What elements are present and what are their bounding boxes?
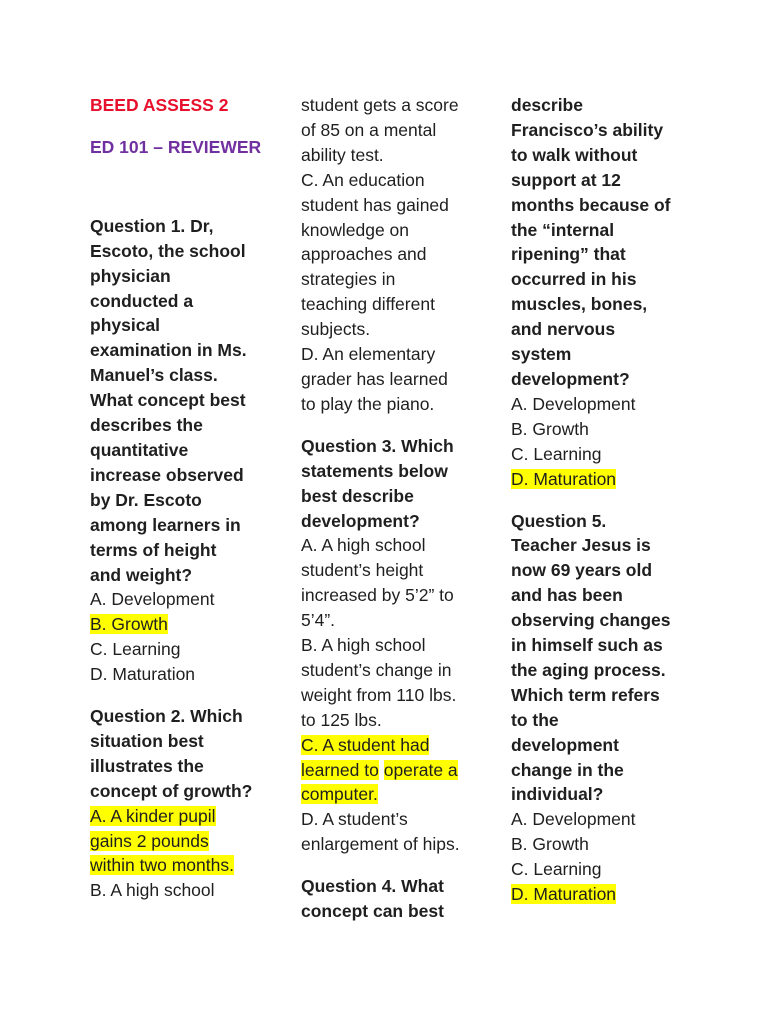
question-text-line: Manuel’s class. bbox=[90, 365, 218, 386]
question-text-line: statements below bbox=[301, 460, 448, 481]
question-5 bbox=[511, 509, 701, 908]
choice-a-highlighted bbox=[90, 804, 270, 829]
question-text-line: the aging process. bbox=[511, 659, 666, 680]
question-text-line: development? bbox=[301, 510, 420, 531]
question-text-line: individual? bbox=[511, 784, 604, 805]
question-text-line: conducted a bbox=[90, 290, 194, 311]
question-text-line: to the bbox=[511, 709, 559, 730]
choice-c-highlighted bbox=[301, 758, 481, 783]
choice-d-highlighted bbox=[511, 882, 701, 907]
highlight: within two months. bbox=[90, 855, 234, 876]
choice-b-highlighted bbox=[90, 612, 270, 637]
choice-a: A. Development bbox=[511, 393, 636, 414]
question-4 bbox=[301, 874, 481, 924]
question-text-line: concept of growth? bbox=[90, 780, 253, 801]
question-text-line: now 69 years old bbox=[511, 560, 653, 581]
choice-d-highlighted bbox=[511, 467, 701, 492]
question-2 bbox=[90, 704, 270, 903]
question-text-line: Question 2. Which bbox=[90, 706, 243, 727]
question-text-line: terms of height bbox=[90, 539, 217, 560]
question-text-line: Francisco’s ability bbox=[511, 119, 664, 140]
question-text-line: and nervous bbox=[511, 319, 616, 340]
choice-a: A. Development bbox=[511, 809, 636, 830]
choice-text-line: approaches and bbox=[301, 244, 427, 265]
question-text-line: describes the bbox=[90, 415, 203, 436]
choice-b: B. A high school bbox=[90, 880, 215, 901]
question-text-line: and has been bbox=[511, 585, 623, 606]
question-text-line: ripening” that bbox=[511, 244, 626, 265]
question-text-line: increase observed bbox=[90, 464, 244, 485]
highlight: D. Maturation bbox=[511, 884, 617, 905]
question-3 bbox=[301, 434, 481, 857]
column-2 bbox=[301, 93, 481, 924]
question-text-line: Teacher Jesus is bbox=[511, 535, 651, 556]
choice-c: C. Learning bbox=[90, 639, 181, 660]
question-text-line: physician bbox=[90, 265, 171, 286]
choice-text-line: 5’4”. bbox=[301, 610, 336, 631]
question-4-continued bbox=[511, 93, 701, 492]
question-text-line: situation best bbox=[90, 730, 204, 751]
question-text-line: Escoto, the school bbox=[90, 240, 246, 261]
choice-text-line: B. A high school bbox=[301, 635, 426, 656]
choice-text-line: increased by 5’2” to bbox=[301, 585, 454, 606]
choice-text-line: enlargement of hips. bbox=[301, 834, 460, 855]
question-text-line: Question 4. What bbox=[301, 876, 444, 897]
choice-text-line: D. A student’s bbox=[301, 809, 408, 830]
question-text-line: months because of bbox=[511, 194, 671, 215]
question-text-line: illustrates the bbox=[90, 755, 204, 776]
choice-text-line: student’s height bbox=[301, 560, 424, 581]
column-1 bbox=[90, 93, 270, 903]
choice-c-highlighted bbox=[301, 782, 481, 807]
choice-c: C. Learning bbox=[511, 859, 602, 880]
question-text-line: system bbox=[511, 344, 572, 365]
choice-text-line: D. An elementary bbox=[301, 344, 436, 365]
choice-c-highlighted bbox=[301, 733, 481, 758]
question-text-line: examination in Ms. bbox=[90, 340, 247, 361]
question-text-line: Question 5. bbox=[511, 510, 607, 531]
choice-b: B. Growth bbox=[511, 834, 589, 855]
choice-text-line: student gets a score bbox=[301, 95, 459, 115]
question-text-line: change in the bbox=[511, 759, 624, 780]
question-text-line: by Dr. Escoto bbox=[90, 489, 202, 510]
choice-text-line: student has gained bbox=[301, 194, 449, 215]
question-text-line: quantitative bbox=[90, 439, 189, 460]
highlight: D. Maturation bbox=[511, 468, 617, 489]
question-text-line: concept can best bbox=[301, 901, 444, 922]
choice-d: D. Maturation bbox=[90, 664, 196, 685]
choice-text-line: grader has learned bbox=[301, 368, 448, 389]
choice-text-line: teaching different bbox=[301, 294, 435, 315]
question-text-line: Which term refers bbox=[511, 684, 660, 705]
choice-text-line: weight from 110 lbs. bbox=[301, 684, 457, 705]
highlight: gains 2 pounds bbox=[90, 830, 209, 851]
question-text-line: physical bbox=[90, 315, 161, 336]
highlight: A. A kinder pupil bbox=[90, 805, 216, 826]
question-text-line: describe bbox=[511, 95, 583, 115]
question-text-line: among learners in bbox=[90, 514, 241, 535]
choice-a-highlighted bbox=[90, 829, 270, 854]
highlight: C. A student had bbox=[301, 734, 430, 755]
question-text-line: in himself such as bbox=[511, 635, 663, 656]
question-1 bbox=[90, 214, 270, 687]
heading-beed-assess: BEED ASSESS 2 bbox=[90, 95, 229, 115]
highlight: B. Growth bbox=[90, 614, 168, 635]
highlight: computer. bbox=[301, 784, 378, 805]
choice-text-line: to play the piano. bbox=[301, 393, 435, 414]
question-text-line: the “internal bbox=[511, 219, 615, 240]
question-text-line: support at 12 bbox=[511, 169, 621, 190]
question-text-line: What concept best bbox=[90, 390, 246, 411]
choice-b: B. Growth bbox=[511, 418, 589, 439]
question-text-line: muscles, bones, bbox=[511, 294, 648, 315]
question-text-line: occurred in his bbox=[511, 269, 637, 290]
choice-a: A. Development bbox=[90, 589, 215, 610]
question-text-line: observing changes bbox=[511, 610, 671, 631]
choice-text-line: of 85 on a mental bbox=[301, 119, 437, 140]
choice-text-line: subjects. bbox=[301, 319, 371, 340]
choice-text-line: to 125 lbs. bbox=[301, 709, 382, 730]
question-text-line: Question 1. Dr, bbox=[90, 215, 214, 236]
choice-text-line: C. An education bbox=[301, 169, 425, 190]
choice-text-line: A. A high school bbox=[301, 535, 426, 556]
question-text-line: development? bbox=[511, 368, 630, 389]
question-text-line: Question 3. Which bbox=[301, 435, 454, 456]
choice-text-line: student’s change in bbox=[301, 659, 452, 680]
question-text-line: and weight? bbox=[90, 564, 193, 585]
question-text-line: to walk without bbox=[511, 144, 638, 165]
choice-c: C. Learning bbox=[511, 443, 602, 464]
choice-text-line: knowledge on bbox=[301, 219, 409, 240]
highlight: operate a bbox=[383, 759, 458, 780]
heading-reviewer: ED 101 – REVIEWER bbox=[90, 136, 262, 157]
question-text-line: best describe bbox=[301, 485, 414, 506]
question-text-line: development bbox=[511, 734, 619, 755]
choice-text-line: strategies in bbox=[301, 269, 396, 290]
highlight: learned to bbox=[301, 759, 379, 780]
question-2-continued bbox=[301, 93, 481, 417]
choice-a-highlighted bbox=[90, 853, 270, 878]
column-3 bbox=[511, 93, 701, 907]
choice-text-line: ability test. bbox=[301, 144, 384, 165]
